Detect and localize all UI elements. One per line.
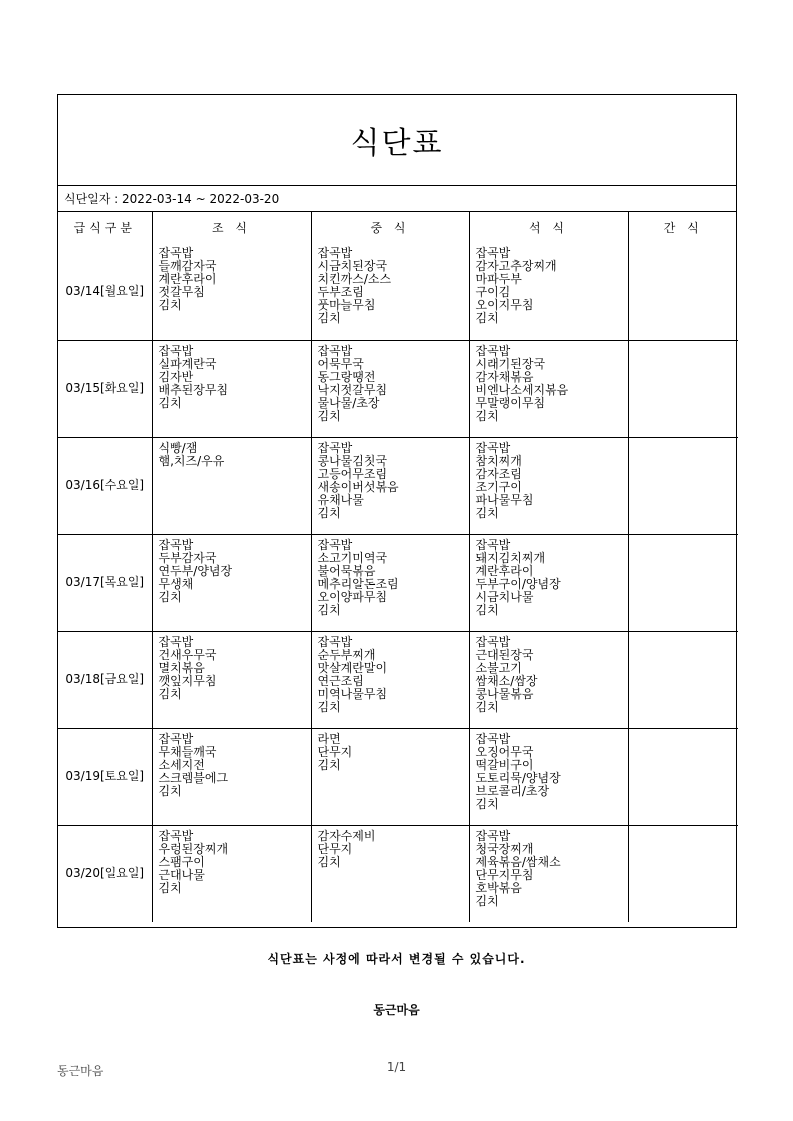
page-number: 1/1 [386, 1060, 407, 1074]
menu-item: 연근조림 [317, 673, 364, 688]
menu-item: 건새우무국 [158, 647, 217, 662]
menu-item: 단무지무침 [475, 867, 534, 882]
snack-cell [628, 340, 738, 437]
menu-item: 잡곡밥 [475, 828, 511, 843]
menu-item: 떡갈비구이 [475, 757, 534, 772]
menu-item: 김치 [158, 395, 182, 410]
menu-item: 치킨까스/소스 [317, 272, 392, 286]
menu-document [57, 94, 737, 928]
menu-item: 계란후라이 [158, 272, 217, 286]
dinner-cell [469, 825, 628, 922]
date-cell: 03/16[수요일] [58, 437, 152, 534]
menu-item: 무생채 [158, 576, 194, 591]
menu-item: 잡곡밥 [317, 634, 353, 649]
menu-item: 제육볶음/쌈채소 [475, 854, 561, 869]
menu-item: 깻잎지무침 [158, 673, 217, 688]
menu-item: 도토리묵/양념장 [475, 770, 561, 785]
menu-table [58, 212, 738, 922]
menu-item: 젓갈무침 [158, 285, 205, 299]
menu-item: 마파두부 [475, 272, 522, 286]
menu-item: 잡곡밥 [317, 537, 353, 552]
dinner-cell [469, 340, 628, 437]
menu-item: 잡곡밥 [158, 246, 194, 260]
menu-item: 햄,치즈/우유 [158, 453, 225, 468]
menu-item: 김치 [475, 699, 499, 714]
dinner-cell [469, 243, 628, 340]
menu-item: 잡곡밥 [158, 731, 194, 746]
menu-item: 맛살계란말이 [317, 660, 388, 675]
menu-item: 잡곡밥 [317, 246, 353, 260]
table-row [58, 437, 738, 534]
menu-item: 두부구이/양념장 [475, 576, 561, 591]
menu-item: 단무지 [317, 744, 353, 759]
organization-name: 동근마음 [373, 1003, 420, 1017]
snack-cell [628, 534, 738, 631]
menu-item: 브로콜리/초장 [475, 783, 550, 798]
menu-item: 소세지전 [158, 757, 205, 772]
menu-item: 잡곡밥 [475, 731, 511, 746]
menu-item: 김치 [317, 757, 341, 772]
menu-item: 물나물/초장 [317, 395, 380, 410]
header-lunch: 중 식 [311, 212, 469, 243]
menu-item: 배추된장무침 [158, 382, 229, 397]
menu-item: 잡곡밥 [475, 440, 511, 455]
menu-item: 두부감자국 [158, 550, 217, 565]
menu-item: 근대나물 [158, 867, 205, 882]
lunch-cell [311, 243, 469, 340]
menu-item: 감자채볶음 [475, 369, 534, 384]
menu-item: 감자수제비 [317, 828, 376, 843]
menu-item: 오징어무국 [475, 744, 534, 759]
menu-item: 김치 [317, 311, 341, 325]
menu-item: 감자조림 [475, 466, 522, 481]
breakfast-cell [152, 728, 311, 825]
menu-item: 스팸구이 [158, 854, 205, 869]
breakfast-cell [152, 534, 311, 631]
menu-item: 잡곡밥 [317, 343, 353, 358]
menu-item: 시래기된장국 [475, 356, 546, 371]
menu-item: 콩나물김칫국 [317, 453, 388, 468]
breakfast-cell [152, 243, 311, 340]
date-cell: 03/17[목요일] [58, 534, 152, 631]
menu-item: 비엔나소세지볶음 [475, 382, 569, 397]
menu-item: 돼지김치찌개 [475, 550, 546, 565]
header-dinner: 석 식 [469, 212, 628, 243]
menu-item: 김치 [317, 602, 341, 617]
menu-item: 낙지젓갈무침 [317, 382, 388, 397]
table-row [58, 534, 738, 631]
menu-item: 소불고기 [475, 660, 522, 675]
menu-item: 무채들깨국 [158, 744, 217, 759]
menu-item: 호박볶음 [475, 880, 522, 895]
menu-item: 계란후라이 [475, 563, 534, 578]
menu-item: 순두부찌개 [317, 647, 376, 662]
snack-cell [628, 243, 738, 340]
menu-item: 소고기미역국 [317, 550, 388, 565]
dinner-cell [469, 728, 628, 825]
menu-item: 김치 [475, 311, 499, 325]
menu-item: 쌈채소/쌈장 [475, 673, 538, 688]
dinner-cell [469, 437, 628, 534]
menu-item: 김치 [158, 589, 182, 604]
breakfast-cell [152, 340, 311, 437]
menu-item: 조기구이 [475, 479, 522, 494]
menu-item: 메추리알돈조림 [317, 576, 399, 591]
date-cell: 03/18[금요일] [58, 631, 152, 728]
dinner-cell [469, 631, 628, 728]
menu-item: 스크렘블에그 [158, 770, 229, 785]
page-title: 식단표 [58, 95, 736, 186]
menu-item: 김치 [317, 408, 341, 423]
menu-item: 고등어무조림 [317, 466, 388, 481]
menu-item: 김치 [317, 854, 341, 869]
menu-item: 실파계란국 [158, 356, 217, 371]
table-row [58, 631, 738, 728]
menu-item: 잡곡밥 [158, 634, 194, 649]
menu-item: 유채나물 [317, 492, 364, 507]
menu-item: 김치 [475, 505, 499, 520]
menu-item: 풋마늘무침 [317, 298, 376, 312]
date-cell: 03/15[화요일] [58, 340, 152, 437]
menu-item: 김치 [475, 408, 499, 423]
menu-item: 시금치나물 [475, 589, 534, 604]
header-category: 급식구분 [58, 212, 152, 243]
menu-item: 김치 [317, 699, 341, 714]
lunch-cell [311, 340, 469, 437]
menu-period: 식단일자 : 2022-03-14 ~ 2022-03-20 [58, 186, 736, 212]
lunch-cell [311, 437, 469, 534]
snack-cell [628, 437, 738, 534]
menu-item: 시금치된장국 [317, 259, 388, 273]
menu-item: 동그랑땡전 [317, 369, 376, 384]
snack-cell [628, 825, 738, 922]
menu-item: 잡곡밥 [158, 343, 194, 358]
breakfast-cell [152, 437, 311, 534]
snack-cell [628, 631, 738, 728]
menu-item: 라면 [317, 731, 341, 746]
table-row [58, 825, 738, 922]
menu-item: 미역나물무침 [317, 686, 388, 701]
change-notice: 식단표는 사정에 따라서 변경될 수 있습니다. [267, 952, 526, 966]
header-breakfast: 조 식 [152, 212, 311, 243]
date-cell: 03/20[일요일] [58, 825, 152, 922]
menu-item: 김자반 [158, 369, 194, 384]
dinner-cell [469, 534, 628, 631]
breakfast-cell [152, 825, 311, 922]
header-snack: 간 식 [628, 212, 738, 243]
menu-item: 김치 [158, 783, 182, 798]
menu-item: 연두부/양념장 [158, 563, 233, 578]
breakfast-cell [152, 631, 311, 728]
menu-body [58, 243, 738, 922]
date-cell: 03/19[토요일] [58, 728, 152, 825]
header-row [58, 212, 738, 243]
table-row [58, 243, 738, 340]
menu-item: 파나물무침 [475, 492, 534, 507]
menu-item: 김치 [158, 298, 182, 312]
menu-item: 청국장찌개 [475, 841, 534, 856]
menu-item: 무말랭이무침 [475, 395, 546, 410]
menu-item: 불어묵볶음 [317, 563, 376, 578]
lunch-cell [311, 631, 469, 728]
menu-item: 잡곡밥 [158, 537, 194, 552]
lunch-cell [311, 728, 469, 825]
menu-item: 멸치볶음 [158, 660, 205, 675]
menu-item: 어묵무국 [317, 356, 364, 371]
menu-item: 잡곡밥 [475, 537, 511, 552]
table-row [58, 728, 738, 825]
lunch-cell [311, 534, 469, 631]
menu-item: 오이양파무침 [317, 589, 388, 604]
menu-item: 잡곡밥 [475, 343, 511, 358]
menu-item: 단무지 [317, 841, 353, 856]
menu-item: 콩나물볶음 [475, 686, 534, 701]
menu-item: 구이김 [475, 285, 511, 299]
menu-item: 들깨감자국 [158, 259, 217, 273]
footer-organization: 동근마음 [57, 1064, 104, 1078]
menu-item: 식빵/잼 [158, 440, 198, 455]
menu-item: 잡곡밥 [475, 246, 511, 260]
menu-item: 잡곡밥 [475, 634, 511, 649]
date-cell: 03/14[월요일] [58, 243, 152, 340]
menu-item: 잡곡밥 [158, 828, 194, 843]
menu-item: 오이지무침 [475, 298, 534, 312]
snack-cell [628, 728, 738, 825]
menu-item: 우렁된장찌개 [158, 841, 229, 856]
menu-item: 김치 [158, 686, 182, 701]
menu-item: 두부조림 [317, 285, 364, 299]
menu-item: 김치 [475, 796, 499, 811]
menu-item: 감자고추장찌개 [475, 259, 557, 273]
menu-item: 김치 [317, 505, 341, 520]
lunch-cell [311, 825, 469, 922]
menu-item: 김치 [158, 880, 182, 895]
menu-item: 잡곡밥 [317, 440, 353, 455]
menu-item: 근대된장국 [475, 647, 534, 662]
table-row [58, 340, 738, 437]
menu-item: 김치 [475, 602, 499, 617]
menu-item: 새송이버섯볶음 [317, 479, 399, 494]
menu-item: 참치찌개 [475, 453, 522, 468]
menu-item: 김치 [475, 893, 499, 908]
